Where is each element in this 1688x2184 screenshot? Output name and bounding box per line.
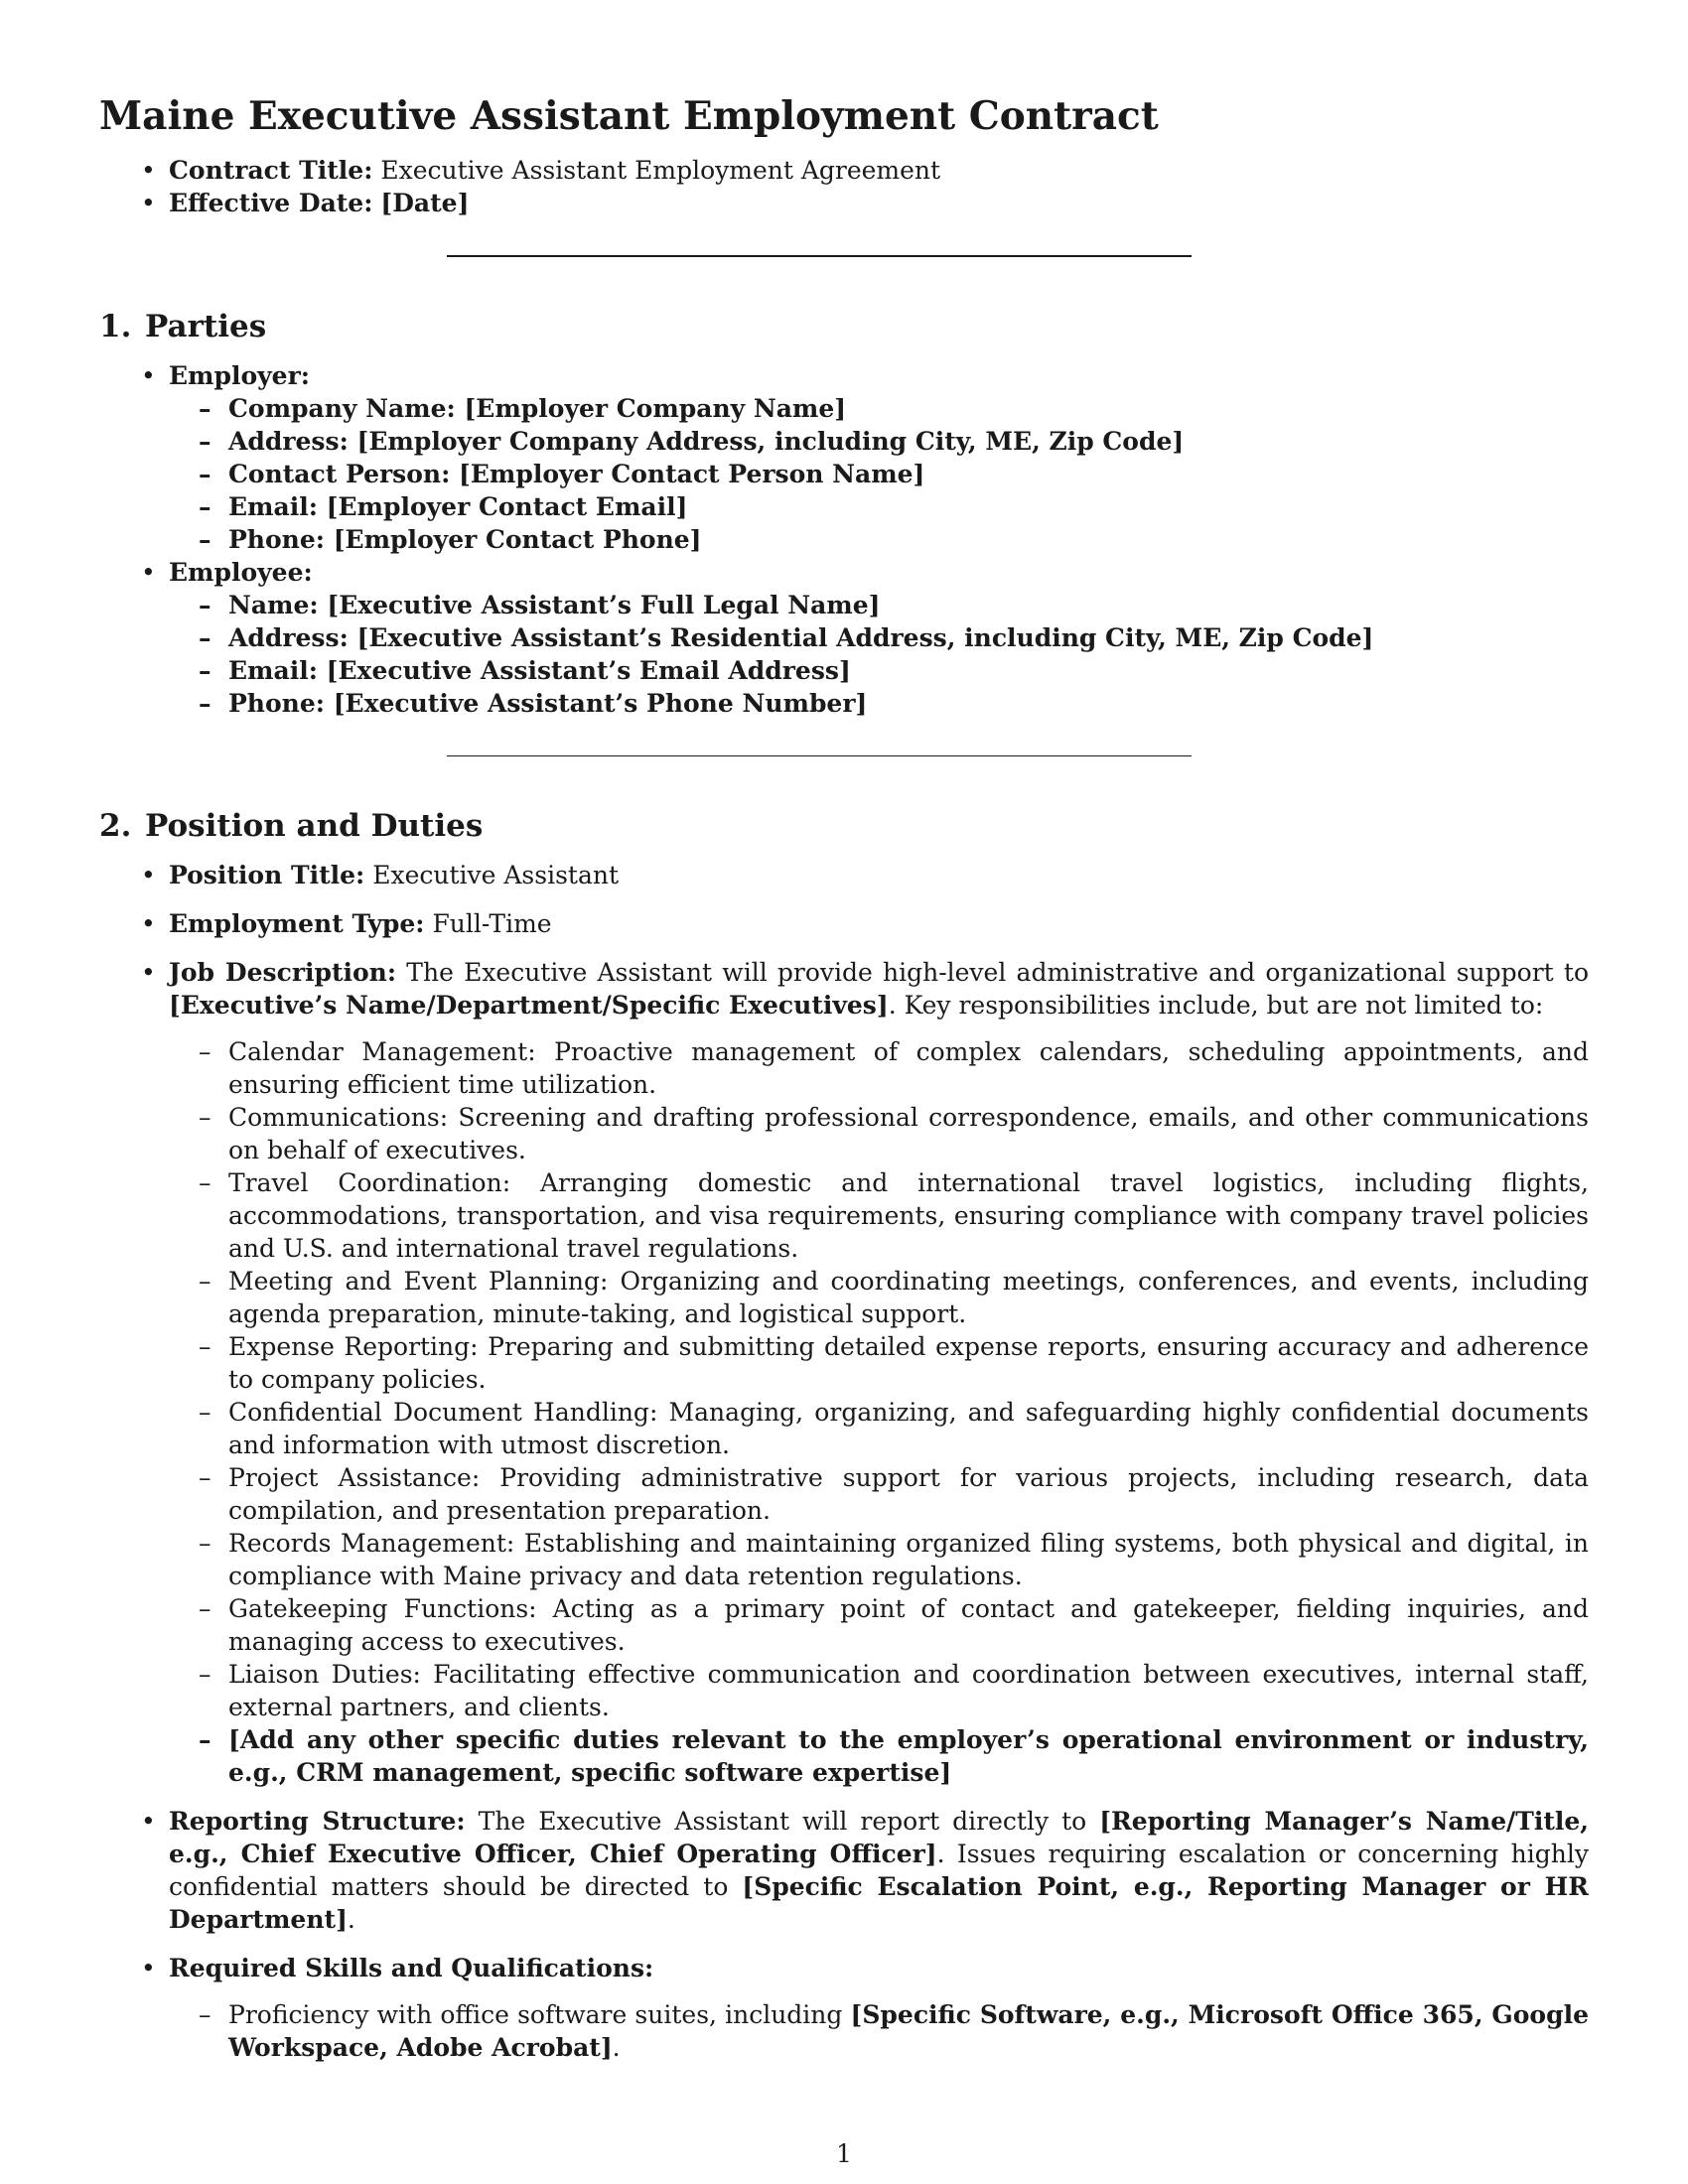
job-description-text: . Key responsibilities include, but are not limited to:: [888, 991, 1544, 1021]
section-heading-parties: [99, 309, 1589, 345]
employer-label: Employer:: [169, 360, 310, 390]
list-item: [228, 490, 1589, 523]
field-label: Phone:: [228, 524, 325, 554]
duty-item: – Liaison Duties: Facilitating effective communication and coordination between executives, internal staff, external partners, and clients.: [228, 1658, 1589, 1723]
list-item: [169, 556, 1589, 720]
field-value: [Employer Contact Phone]: [333, 524, 702, 554]
duty-item: – Meeting and Event Planning: Organizing and coordinating meetings, conferences, and events, including agenda preparation, minute-taking, and logistical support.: [228, 1265, 1589, 1330]
list-item: [228, 621, 1589, 654]
field-label: Employment Type:: [169, 909, 425, 939]
job-description-text: The Executive Assistant will provide high-level administrative and organizational support to: [406, 958, 1589, 988]
list-item: [228, 654, 1589, 687]
field-label: Required Skills and Qualifications:: [169, 1954, 654, 1983]
field-label: Effective Date:: [169, 188, 373, 217]
field-label: Name:: [228, 590, 319, 619]
duty-item: – Confidential Document Handling: Managing, organizing, and safeguarding highly confidential documents and information with utmost discretion.: [228, 1396, 1589, 1461]
duty-item: – Project Assistance: Providing administrative support for various projects, including research, data compilation, and presentation preparation.: [228, 1461, 1589, 1527]
employee-details: [169, 589, 1589, 720]
page-number: 1: [836, 2139, 852, 2168]
duty-item: – Expense Reporting: Preparing and submitting detailed expense reports, ensuring accuracy and adherence to company policies.: [228, 1330, 1589, 1396]
horizontal-divider: [447, 755, 1192, 756]
field-label: Job Description:: [169, 958, 397, 988]
skill-text: Proficiency with office software suites, including: [228, 2000, 843, 2030]
field-label: Address:: [228, 426, 349, 456]
list-item: [169, 1952, 1589, 2064]
placeholder-text: [Reporting Manager’s Name/Title, e.g., Chief Executive Officer, Chief Operating Officer]: [169, 1807, 1590, 1869]
field-label: Contract Title:: [169, 155, 373, 185]
field-value: [Employer Company Name]: [464, 393, 847, 423]
field-label: Address:: [228, 622, 349, 652]
employer-details: [169, 392, 1589, 556]
list-item: [169, 1805, 1589, 1936]
field-value: [Executive Assistant’s Email Address]: [326, 655, 851, 685]
skills-list: [169, 1998, 1589, 2064]
section-heading-position: [99, 808, 1589, 845]
list-item: [169, 859, 1589, 891]
field-value: Full-Time: [432, 909, 552, 939]
skill-item: [228, 1998, 1589, 2064]
field-value: [Employer Contact Email]: [326, 491, 688, 521]
field-value: Executive Assistant: [372, 861, 620, 890]
field-value: Executive Assistant Employment Agreement: [380, 155, 941, 185]
document-title: Maine Executive Assistant Employment Contract: [99, 93, 1159, 139]
field-label: Position Title:: [169, 861, 365, 890]
list-item: [228, 523, 1589, 556]
list-item: [169, 154, 1589, 187]
field-value: [Date]: [380, 188, 470, 217]
placeholder-text: [Specific Escalation Point, e.g., Reporting Manager or HR Department]: [169, 1872, 1589, 1935]
field-label: Email:: [228, 655, 318, 685]
duty-item: – Communications: Screening and drafting professional correspondence, emails, and other communications on behalf of executives.: [228, 1101, 1589, 1166]
field-label: Contact Person:: [228, 459, 451, 488]
list-item: [228, 392, 1589, 425]
placeholder-text: [Executive’s Name/Department/Specific Executives]: [169, 991, 889, 1021]
duties-list: [169, 1035, 1589, 1789]
header-list: [99, 154, 1589, 219]
field-value: [Employer Contact Person Name]: [459, 459, 925, 488]
duty-item: – Travel Coordination: Arranging domestic and international travel logistics, including flights, accommodations, transportation, and visa requirements, ensuring compliance with company travel policies and U.S. and international travel regulations.: [228, 1166, 1589, 1265]
duty-item: – Records Management: Establishing and maintaining organized filing systems, both physical and digital, in compliance with Maine privacy and data retention regulations.: [228, 1527, 1589, 1592]
list-item: [228, 687, 1589, 720]
reporting-text: .: [347, 1905, 355, 1935]
list-item: [169, 187, 1589, 219]
section-number: 2.: [99, 807, 132, 844]
list-item: [228, 589, 1589, 621]
skill-text: .: [612, 2033, 621, 2063]
field-label: Phone:: [228, 688, 325, 718]
field-value: [Employer Company Address, including City, ME, Zip Code]: [356, 426, 1185, 456]
employee-label: Employee:: [169, 557, 313, 587]
section-number: 1.: [99, 308, 132, 344]
document-page: [99, 79, 1589, 2080]
section-title: Parties: [145, 308, 267, 344]
list-item: [228, 458, 1589, 490]
duty-item: – Calendar Management: Proactive management of complex calendars, scheduling appointments, and ensuring efficient time utilization.: [228, 1035, 1589, 1101]
reporting-text: . Issues requiring escalation or concerning highly confidential matters should be directed to: [169, 1840, 1589, 1902]
list-item: [169, 907, 1589, 940]
list-item: [228, 425, 1589, 458]
list-item: [169, 956, 1589, 1789]
duty-item-placeholder: – [Add any other specific duties relevant to the employer’s operational environment or industry, e.g., CRM management, specific software expertise]: [228, 1723, 1589, 1789]
parties-list: [99, 359, 1589, 720]
field-value: [Executive Assistant’s Phone Number]: [333, 688, 868, 718]
section-title: Position and Duties: [145, 807, 484, 844]
list-item: [169, 359, 1589, 556]
duty-item: – Gatekeeping Functions: Acting as a primary point of contact and gatekeeper, fielding inquiries, and managing access to executives.: [228, 1592, 1589, 1658]
field-label: Reporting Structure:: [169, 1807, 466, 1837]
field-value: [Executive Assistant’s Residential Address, including City, ME, Zip Code]: [356, 622, 1374, 652]
field-value: [Executive Assistant’s Full Legal Name]: [327, 590, 881, 619]
reporting-text: The Executive Assistant will report directly to: [478, 1807, 1087, 1837]
field-label: Company Name:: [228, 393, 456, 423]
field-label: Email:: [228, 491, 318, 521]
horizontal-divider: [447, 255, 1192, 257]
position-list: [99, 859, 1589, 2064]
placeholder-text: [Specific Software, e.g., Microsoft Office 365, Google Workspace, Adobe Acrobat]: [228, 2000, 1589, 2063]
